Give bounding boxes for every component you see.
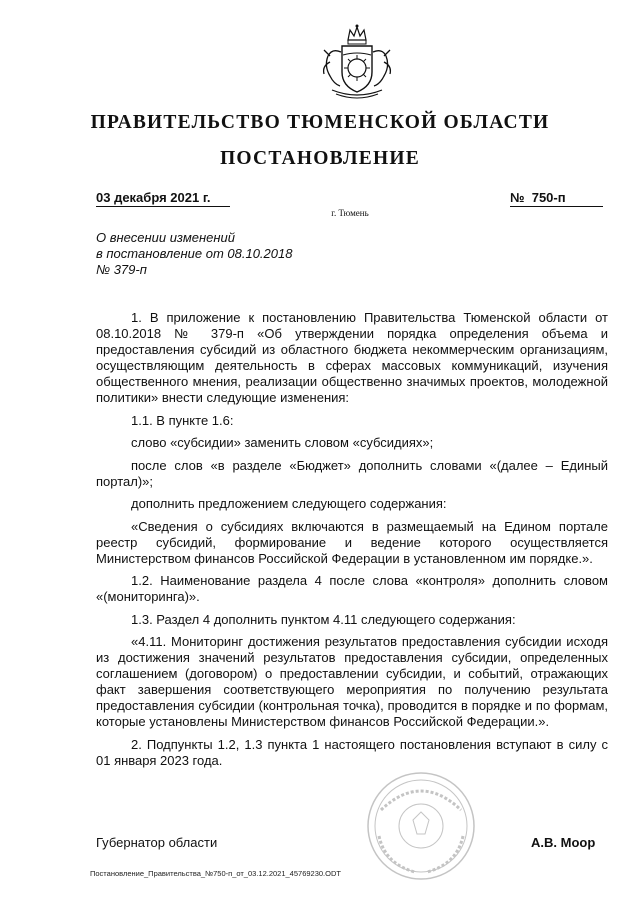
signatory-title: Губернатор области (96, 835, 218, 850)
body-paragraph: слово «субсидии» заменить словом «субсидиях»; (131, 435, 434, 450)
file-name-footer: Постановление_Правительства_№750-п_от_03.12.2021_45769230.ODT (90, 869, 341, 878)
body-paragraph: 1.3. Раздел 4 дополнить пунктом 4.11 следующего содержания: (131, 611, 516, 627)
document-type: ПОСТАНОВЛЕНИЕ (220, 148, 420, 169)
body-paragraph: 1.2. Наименование раздела 4 после слова «контроля» дополнить словом «(мониторинга)». (96, 573, 608, 604)
body-paragraph: 2. Подпункты 1.2, 1.3 пункта 1 настоящего постановления вступают в силу с 01 января 2023 года. (96, 736, 608, 768)
body-paragraph: 1.1. В пункте 1.6: (131, 412, 234, 428)
official-seal-icon (365, 770, 477, 882)
document-number: № 750-п (510, 190, 603, 207)
signatory-name: А.В. Моор (531, 835, 596, 850)
body-paragraph: после слов «в разделе «Бюджет» дополнить словами «(далее – Единый портал)»; (96, 457, 608, 489)
document-body (96, 310, 608, 775)
document-city: г. Тюмень (331, 208, 369, 218)
subject-line: в постановление от 08.10.2018 (96, 246, 293, 261)
subject-line: О внесении изменений (96, 230, 235, 245)
subject-line: № 379-п (96, 262, 147, 277)
body-paragraph: «4.11. Мониторинг достижения результатов предоставления субсидии исходя из достижения значений результатов предоставления субсидии, определенных соглашением (договором) о предоставлении субсидии, и событий, отражающих факт завершения соответствующего мероприятия по получению результата предоставления субсидии (контрольная точка), проводится в порядке и по формам, которые установлены Министерством финансов Российской Федерации.». (96, 634, 608, 729)
document-date: 03 декабря 2021 г. (96, 190, 230, 207)
body-paragraph: дополнить предложением следующего содержания: (131, 496, 447, 511)
document-subject (96, 230, 292, 278)
government-title: ПРАВИТЕЛЬСТВО ТЮМЕНСКОЙ ОБЛАСТИ (90, 112, 550, 133)
body-paragraph: «Сведения о субсидиях включаются в размещаемый на Едином портале реестр субсидий, формирование и ведение которого осуществляется Министерством финансов Российской Федерации в установленном им порядке.». (96, 518, 608, 566)
tyumen-coat-of-arms-icon (312, 22, 402, 102)
body-paragraph: 1. В приложение к постановлению Правительства Тюменской области от 08.10.2018 № 379-п «Об утверждении порядка определения объема и предоставления субсидий из областного бюджета некоммерческим организациям, осуществляющим деятельность в сферах массовых коммуникаций, изучения общественного мнения, реализации общественно значимых проектов, молодежной политики» внести следующие изменения: (96, 310, 608, 405)
